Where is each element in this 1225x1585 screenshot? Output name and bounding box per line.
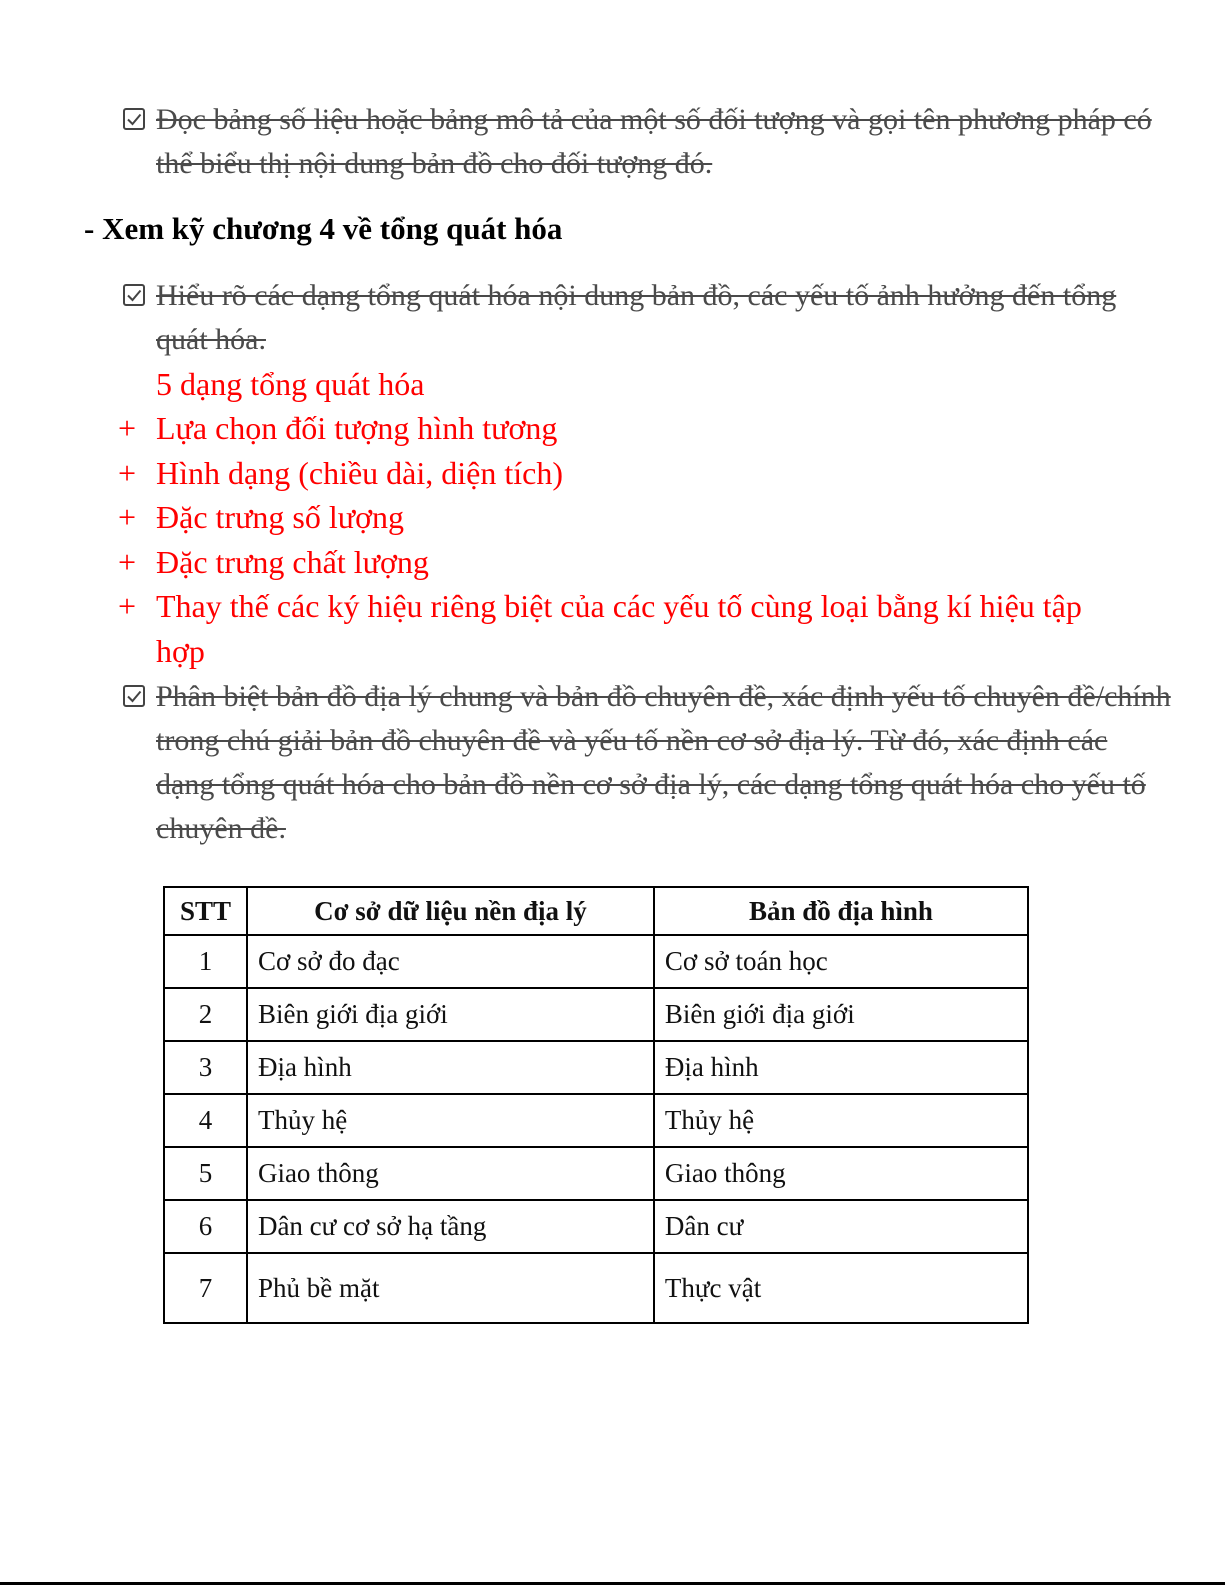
table-cell: Phủ bề mặt bbox=[247, 1253, 654, 1323]
plus-icon: + bbox=[118, 499, 137, 535]
table-cell: 3 bbox=[164, 1041, 247, 1094]
checklist-item-2 bbox=[122, 274, 1172, 362]
plus-icon: + bbox=[118, 410, 137, 446]
table-row bbox=[164, 1147, 1028, 1200]
column-header: Bản đồ địa hình bbox=[654, 887, 1028, 935]
table-row bbox=[164, 1253, 1028, 1323]
comparison-table bbox=[163, 886, 1029, 1324]
table-row bbox=[164, 1041, 1028, 1094]
table-row bbox=[164, 988, 1028, 1041]
notes-subtitle: 5 dạng tổng quát hóa bbox=[156, 366, 425, 402]
table-header-row bbox=[164, 887, 1028, 935]
table-cell: Giao thông bbox=[654, 1147, 1028, 1200]
table-cell: Biên giới địa giới bbox=[247, 988, 654, 1041]
list-item bbox=[118, 584, 1138, 673]
table-cell: 4 bbox=[164, 1094, 247, 1147]
table-cell: 5 bbox=[164, 1147, 247, 1200]
list-item-text: Lựa chọn đối tượng hình tương bbox=[156, 410, 558, 446]
checklist-item-1-text: Đọc bảng số liệu hoặc bảng mô tả của một số đối tượng và gọi tên phương pháp có thể biểu thị nội dung bản đồ cho đối tượng đó. bbox=[156, 103, 1152, 180]
table-row bbox=[164, 935, 1028, 988]
table-cell: Thủy hệ bbox=[247, 1094, 654, 1147]
table-cell: 7 bbox=[164, 1253, 247, 1323]
table-cell: Cơ sở toán học bbox=[654, 935, 1028, 988]
plus-icon: + bbox=[118, 588, 137, 624]
table-cell: 2 bbox=[164, 988, 247, 1041]
list-item bbox=[118, 406, 1138, 451]
list-item-text: Thay thế các ký hiệu riêng biệt của các yếu tố cùng loại bằng kí hiệu tập hợp bbox=[156, 588, 1082, 669]
notes-bullet-list bbox=[118, 406, 1138, 673]
table-cell: Dân cư bbox=[654, 1200, 1028, 1253]
table-row bbox=[164, 1094, 1028, 1147]
table-cell: Thực vật bbox=[654, 1253, 1028, 1323]
table-cell: 6 bbox=[164, 1200, 247, 1253]
table-cell: Địa hình bbox=[247, 1041, 654, 1094]
list-item-text: Hình dạng (chiều dài, diện tích) bbox=[156, 454, 563, 491]
checked-box-icon bbox=[122, 107, 146, 131]
list-item bbox=[118, 540, 1138, 585]
section-heading: - Xem kỹ chương 4 về tổng quát hóa bbox=[84, 211, 563, 246]
plus-icon: + bbox=[118, 454, 137, 491]
list-item-text: Đặc trưng số lượng bbox=[156, 499, 405, 535]
column-header: STT bbox=[164, 887, 247, 935]
table-cell: Địa hình bbox=[654, 1041, 1028, 1094]
list-item-text: Đặc trưng chất lượng bbox=[156, 543, 429, 580]
plus-icon: + bbox=[118, 543, 137, 580]
checklist-item-3-text: Phân biệt bản đồ địa lý chung và bản đồ chuyên đề, xác định yếu tố chuyên đề/chính trong chú giải bản đồ chuyên đề và yếu tố nền cơ sở địa lý. Từ đó, xác định các dạng tổng quát hóa cho bản đồ nền cơ sở địa lý, các dạng tổng quát hóa cho yếu tố chuyên đề. bbox=[156, 680, 1171, 845]
list-item bbox=[118, 451, 1138, 496]
checklist-item-1 bbox=[122, 98, 1172, 186]
checklist-item-3 bbox=[122, 675, 1172, 851]
list-item bbox=[118, 495, 1138, 540]
table-cell: Cơ sở đo đạc bbox=[247, 935, 654, 988]
table-cell: Giao thông bbox=[247, 1147, 654, 1200]
table-cell: Dân cư cơ sở hạ tầng bbox=[247, 1200, 654, 1253]
checked-box-icon bbox=[122, 684, 146, 708]
checked-box-icon bbox=[122, 283, 146, 307]
table-row bbox=[164, 1200, 1028, 1253]
table-cell: Biên giới địa giới bbox=[654, 988, 1028, 1041]
table-cell: 1 bbox=[164, 935, 247, 988]
table-cell: Thủy hệ bbox=[654, 1094, 1028, 1147]
column-header: Cơ sở dữ liệu nền địa lý bbox=[247, 887, 654, 935]
checklist-item-2-text: Hiểu rõ các dạng tổng quát hóa nội dung bản đồ, các yếu tố ảnh hưởng đến tổng quát hóa. bbox=[156, 279, 1117, 356]
